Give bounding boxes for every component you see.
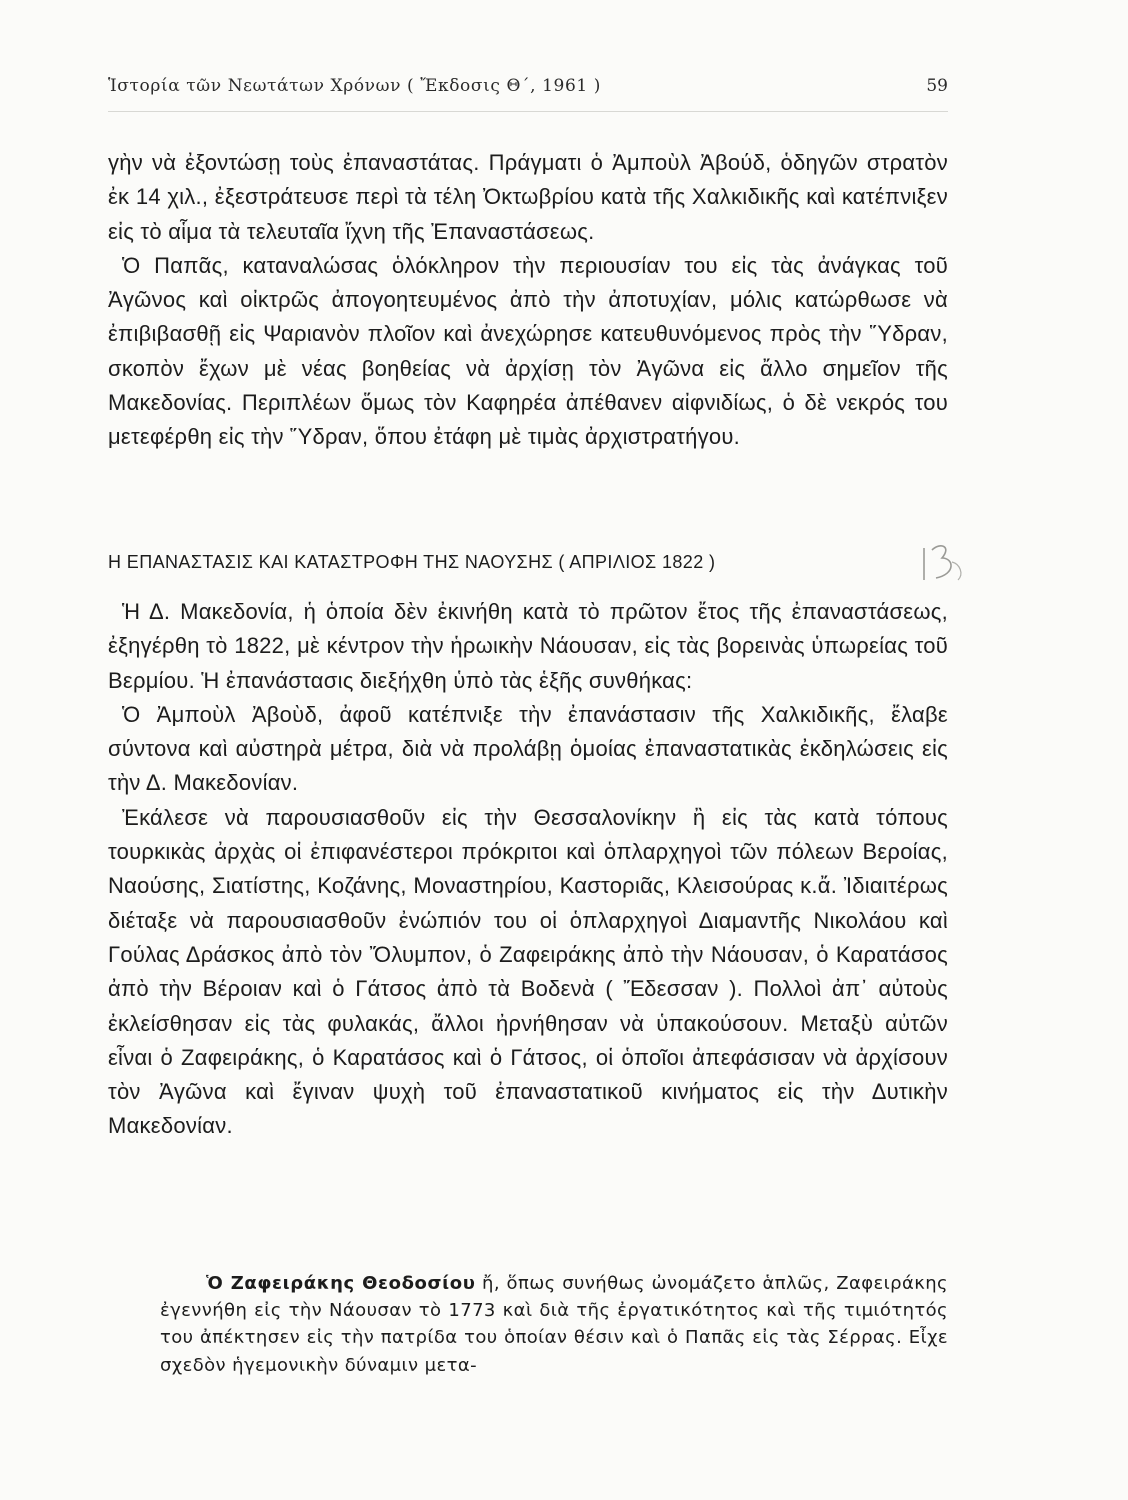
paragraph: Ἡ Δ. Μακεδονία, ἡ ὁποία δὲν ἐκινήθη κατὰ τὸ πρῶτον ἔτος τῆς ἐπαναστάσεως, ἐξηγέρθη τὸ 1822, μὲ κέντρον τὴν ἡρωικὴν Νάουσαν, εἰς τὰς βορεινὰς ὑπωρείας τοῦ Βερμίου. Ἡ ἐπανάστασις διεξήχθη ὑπὸ τὰς ἑξῆς συνθήκας: <box>108 599 948 693</box>
paragraph: Ἐκάλεσε νὰ παρουσιασθοῦν εἰς τὴν Θεσσαλονίκην ἢ εἰς τὰς κατὰ τόπους τουρκικὰς ἀρχὰς οἱ ἐπιφανέστεροι πρόκριτοι καὶ ὁπλαρχηγοὶ τῶν πόλεων Βεροίας, Ναούσης, Σιατίστης, Κοζάνης, Μοναστηρίου, Καστοριᾶς, Κλεισούρας κ.ἄ. Ἰδιαιτέρως διέταξε νὰ παρουσιασθοῦν ἐνώπιόν του οἱ ὁπλαρχηγοὶ Διαμαντῆς Νικολάου καὶ Γούλας Δράσκος ἀπὸ τὸν Ὄλυμπον, ὁ Ζαφειράκης ἀπὸ τὴν Νάουσαν, ὁ Καρατάσος ἀπὸ τὴν Βέροιαν καὶ ὁ Γάτσος ἀπὸ τὰ Βοδενὰ ( Ἔδεσσαν ). Πολλοὶ ἀπ᾽ αὐτοὺς ἐκλείσθησαν εἰς τὰς φυλακάς, ἄλλοι ἠρνήθησαν νὰ ὑπακούσουν. Μεταξὺ αὐτῶν εἶναι ὁ Ζαφειράκης, ὁ Καρατάσος καὶ ὁ Γάτσος, οἱ ὁποῖοι ἀπεφάσισαν νὰ ἀρχίσουν τὸν Ἀγῶνα καὶ ἔγιναν ψυχὴ τοῦ ἐπαναστατικοῦ κινήματος εἰς τὴν Δυτικὴν Μακεδονίαν. <box>108 804 948 1139</box>
paragraph: γὴν νὰ ἐξοντώσῃ τοὺς ἐπαναστάτας. Πράγματι ὁ Ἀμποὺλ Ἀβούδ, ὁδηγῶν στρατὸν ἐκ 14 χιλ., ἐξεστράτευσε περὶ τὰ τέλη Ὀκτωβρίου κατὰ τῆς Χαλκιδικῆς καὶ κατέπνιξεν εἰς τὸ αἷμα τὰ τελευταῖα ἴχνη τῆς Ἐπαναστάσεως. <box>108 150 948 244</box>
section-2-text <box>108 595 948 1144</box>
paragraph: Ὁ Ἀμποὺλ Ἀβοὺδ, ἀφοῦ κατέπνιξε τὴν ἐπανάστασιν τῆς Χαλκιδικῆς, ἔλαβε σύντονα καὶ αὐστηρὰ μέτρα, διὰ νὰ προλάβῃ ὁμοίας ἐπαναστατικὰς ἐκδηλώσεις εἰς τὴν Δ. Μακεδονίαν. <box>108 701 948 796</box>
footnote-bold-name: Ὁ Ζαφειράκης Θεοδοσίου <box>206 1273 476 1294</box>
running-head <box>108 76 948 104</box>
section-heading: Η ΕΠΑΝΑΣΤΑΣΙΣ ΚΑΙ ΚΑΤΑΣΤΡΟΦΗ ΤΗΣ ΝΑΟΥΣΗΣ ( ΑΠΡΙΛΙΟΣ 1822 ) <box>108 552 716 572</box>
running-head-title: Ἱστορία τῶν Νεωτάτων Χρόνων ( Ἔκδοσις Θ΄, 1961 ) <box>108 76 602 96</box>
page-number: 59 <box>926 76 948 96</box>
footnote-paragraph <box>160 1270 948 1379</box>
paragraph: Ὁ Παπᾶς, καταναλώσας ὁλόκληρον τὴν περιουσίαν του εἰς τὰς ἀνάγκας τοῦ Ἀγῶνος καὶ οἰκτρῶς ἀπογοητευμένος ἀπὸ τὴν ἀποτυχίαν, μόλις κατώρθωσε νὰ ἐπιβιβασθῇ εἰς Ψαριανὸν πλοῖον καὶ ἀνεχώρησε κατευθυνόμενος πρὸς τὴν Ὕδραν, σκοπὸν ἔχων μὲ νέας βοηθείας νὰ ἀρχίσῃ τὸν Ἀγῶνα εἰς ἄλλο σημεῖον τῆς Μακεδονίας. Περιπλέων ὅμως τὸν Καφηρέα ἀπέθανεν αἰφνιδίως, ὁ δὲ νεκρός του μετεφέρθη εἰς τὴν Ὕδραν, ὅπου ἐτάφη μὲ τιμὰς ἀρχιστρατήγου. <box>108 252 948 450</box>
footnote-text: ἤ, ὅπως συνήθως ὠνομάζετο ἁπλῶς, Ζαφειράκης ἐγεννήθη εἰς τὴν Νάουσαν τὸ 1773 καὶ διὰ τῆς ἐργατικότητος καὶ τῆς τιμιότητός του ἀπέκτησεν εἰς τὴν πατρίδα του ὁποίαν θέσιν καὶ ὁ Παπᾶς εἰς τὰς Σέρρας. Εἶχε σχεδὸν ἡγεμονικὴν δύναμιν μετα- <box>160 1273 948 1376</box>
footnote <box>160 1270 948 1379</box>
handwritten-margin-note <box>918 540 968 586</box>
header-rule <box>108 111 948 112</box>
section-1-text <box>108 146 948 455</box>
